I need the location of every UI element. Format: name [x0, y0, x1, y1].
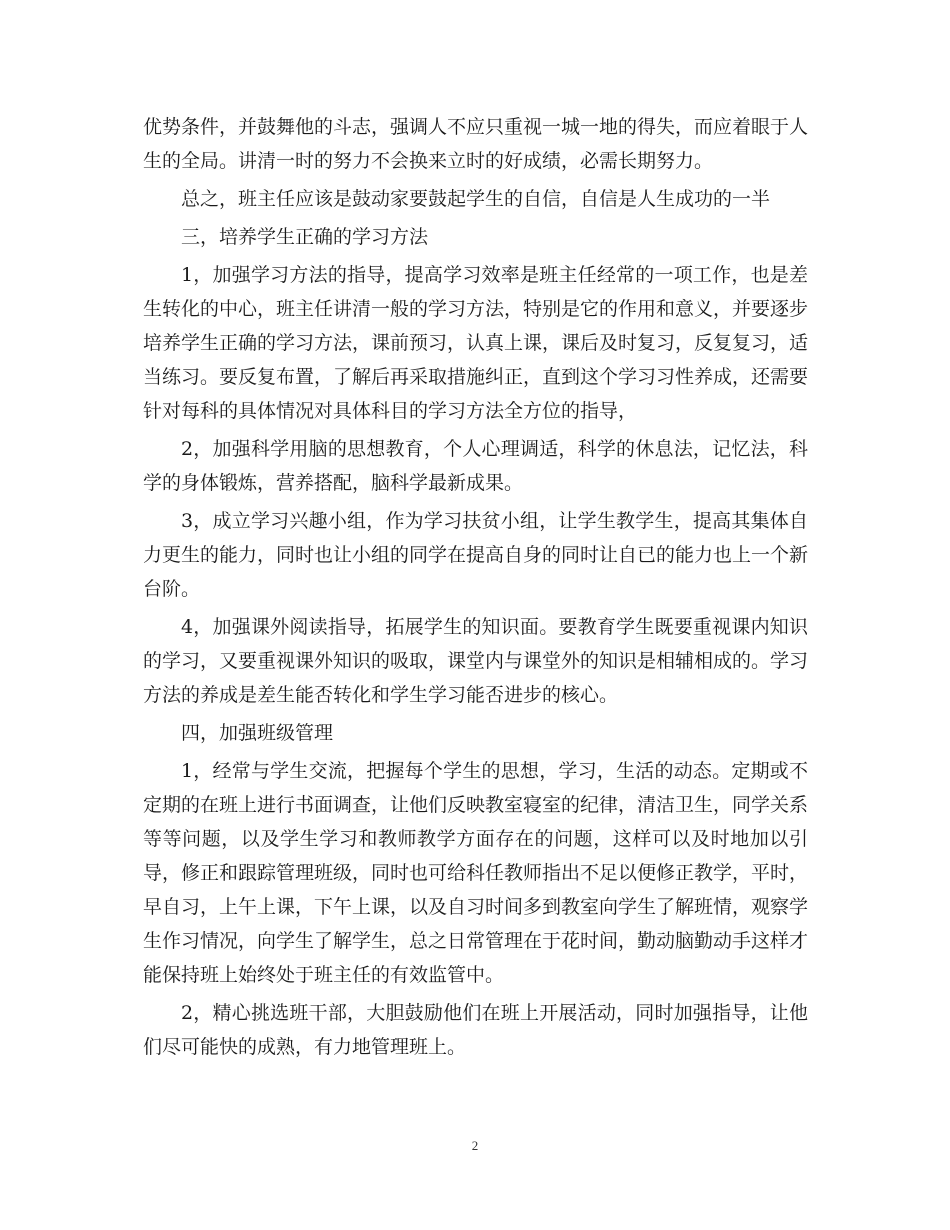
paragraph-4-2: 2，精心挑选班干部，大胆鼓励他们在班上开展活动，同时加强指导，让他们尽可能快的成熟，有力地管理班上。	[143, 1002, 808, 1058]
paragraph-4-1: 1，经常与学生交流，把握每个学生的思想，学习，生活的动态。定期或不定期的在班上进行书面调查，让他们反映教室寝室的纪律，清洁卫生，同学关系等等问题，以及学生学习和教师教学方面存在的问题，这样可以及时地加以引导，修正和跟踪管理班级，同时也可给科任教师指出不足以便修正教学，平时，早自习，上午上课，下午上课，以及自习时间多到教室向学生了解班情，观察学生作习情况，向学生了解学生，总之日常管理在于花时间，勤动脑勤动手这样才能保持班上始终处于班主任的有效监管中。	[143, 760, 809, 986]
paragraph-continuation: 优势条件，并鼓舞他的斗志，强调人不应只重视一城一地的得失，而应着眼于人生的全局。讲清一时的努力不会换来立时的好成绩，必需长期努力。	[143, 116, 809, 172]
paragraph-3-2: 2，加强科学用脑的思想教育，个人心理调适，科学的休息法，记忆法，科学的身体锻炼，营养搭配，脑科学最新成果。	[143, 438, 808, 494]
paragraph-3-1: 1，加强学习方法的指导，提高学习效率是班主任经常的一项工作，也是差生转化的中心，班主任讲清一般的学习方法，特别是它的作用和意义，并要逐步培养学生正确的学习方法，课前预习，认真上课，课后及时复习，反复复习，适当练习。要反复布置，了解后再采取措施纠正，直到这个学习习性养成，还需要针对每科的具体情况对具体科目的学习方法全方位的指导，	[143, 264, 809, 422]
section-heading-3: 三，培养学生正确的学习方法	[181, 226, 429, 248]
section-heading-4: 四，加强班级管理	[181, 722, 334, 744]
paragraph-summary: 总之，班主任应该是鼓动家要鼓起学生的自信，自信是人生成功的一半	[181, 188, 771, 210]
page-number: 2	[471, 1138, 479, 1153]
document-body	[143, 110, 808, 1068]
paragraph-3-3: 3，成立学习兴趣小组，作为学习扶贫小组，让学生教学生，提高其集体自力更生的能力，同时也让小组的同学在提高自身的同时让自已的能力也上一个新台阶。	[143, 510, 809, 600]
paragraph-3-4: 4，加强课外阅读指导，拓展学生的知识面。要教育学生既要重视课内知识的学习，又要重视课外知识的吸取，课堂内与课堂外的知识是相辅相成的。学习方法的养成是差生能否转化和学生学习能否进步的核心。	[143, 616, 809, 706]
